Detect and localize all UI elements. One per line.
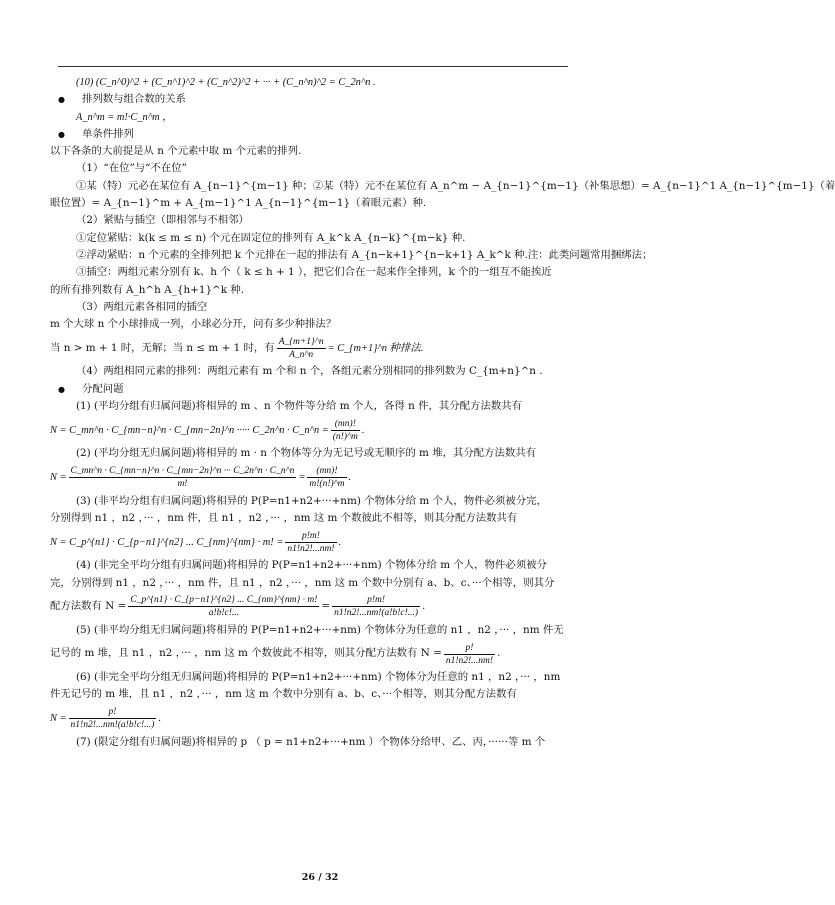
fraction <box>69 465 297 490</box>
page-content <box>50 74 835 751</box>
fraction <box>332 594 420 619</box>
equation-text: . <box>361 424 365 436</box>
text-line: ①某（特）元必在某位有 A_{n−1}^{m−1} 种；②某（特）元不在某位有 A_n^m − A_{n−1}^{m−1}（补集思想）= A_{n−1}^1 A_{n−1}^{m−1}（着 <box>76 179 835 192</box>
fraction-denominator: m! <box>177 479 188 490</box>
text-line: （4）两组相同元素的排列：两组元素有 m 个和 n 个，各组元素分别相同的排列数为 C_{m+n}^n . <box>76 365 543 378</box>
equation-text: . <box>348 471 352 483</box>
text-line: ②浮动紧贴：n 个元素的全排列把 k 个元排在一起的排法有 A_{n−k+1}^{n−k+1} A_k^k 种.注：此类问题常用捆绑法； <box>76 248 653 261</box>
text-line: (3) (非平均分组有归属问题)将相异的 P(P=n1+n2+···+nm) 个物体分给 m 个人，物件必须被分完， <box>76 494 547 507</box>
fraction-denominator: m!(n!)^m <box>309 479 345 490</box>
formula-10: (10) (C_n^0)^2 + (C_n^1)^2 + (C_n^2)^2 + ··· + (C_n^n)^2 = C_2n^n . <box>76 77 376 88</box>
fraction-numerator: p!m! <box>285 530 336 543</box>
equation-text: 记号的 m 堆，且 n1 ，n2 ，··· ，nm 这 m 个数彼此不相等，则其分配方法数有 N = <box>50 647 442 660</box>
fraction-numerator: C_p^{n1} · C_{p−n1}^{n2} ... C_{nm}^{nm} · m! <box>130 595 318 606</box>
fraction-denominator: n1!n2!...nm! <box>287 543 335 554</box>
equation-text: . <box>158 713 162 725</box>
equation-line <box>50 592 582 622</box>
fraction-denominator: n1!n2!...nm!(a!b!c!...) <box>334 608 419 619</box>
fraction-numerator: (mn)! <box>331 418 360 431</box>
fraction <box>69 706 157 731</box>
fraction-denominator: A_n^n <box>289 349 314 360</box>
equation-text: N = <box>50 471 67 483</box>
equation-text: . <box>497 647 501 660</box>
equation-text: = <box>298 471 306 483</box>
subheading-insert-identical: （3）两组元素各相同的插空 <box>76 300 208 313</box>
fraction-numerator: p!m! <box>332 594 420 607</box>
text-line: 眼位置）= A_{n−1}^m + A_{m−1}^1 A_{n−1}^{m−1}（着眼元素）种. <box>50 197 427 210</box>
text-line: 件无记号的 m 堆，且 n1 ，n2 ，··· ，nm 这 m 个数中分别有 a、b、c、···个相等，则其分配方法数有 <box>50 688 517 701</box>
equation-text: N = C_p^{n1} · C_{p−n1}^{n2} ... C_{nm}^{nm} · m! = <box>50 536 284 548</box>
text-line: 分别得到 n1 ，n2 ，··· ，nm 件，且 n1 ，n2 ，··· ，nm 这 m 个数彼此不相等，则其分配方法数共有 <box>50 511 518 524</box>
equation-line <box>50 333 582 363</box>
fraction-numerator: (mn)! <box>307 465 346 478</box>
fraction-denominator: n1!n2!...nm!(a!b!c!...) <box>70 720 155 731</box>
fraction-numerator: p! <box>444 642 495 655</box>
equation-line <box>50 463 582 493</box>
fraction <box>331 418 360 443</box>
section-heading-distribution: ● 分配问题 <box>50 381 582 398</box>
section-heading-permutation-combination-relation: ● 排列数与组合数的关系 <box>50 91 582 108</box>
text-line: (2) (平均分组无归属问题)将相异的 m · n 个物体等分为无记号或无顺序的 m 堆，其分配方法数共有 <box>76 447 537 460</box>
text-line: 的所有排列数有 A_h^h A_{h+1}^k 种. <box>50 283 245 296</box>
equation-text: . <box>338 536 342 548</box>
fraction <box>444 642 495 667</box>
fraction <box>277 336 326 361</box>
fraction-numerator: A_{m+1}^n <box>278 336 324 347</box>
text-line: (7) (限定分组有归属问题)将相异的 p （ p = n1+n2+···+nm ）个物体分给甲、乙、丙，······等 m 个 <box>76 735 546 748</box>
section-heading-single-condition: ● 单条件排列 <box>50 126 582 143</box>
text-line: 完，分别得到 n1 ，n2 ，··· ，nm 件，且 n1 ，n2 ，··· ，nm 这 m 个数中分别有 a、b、c、···个相等，则其分 <box>50 576 555 589</box>
text-line: (6) (非完全平均分组无归属问题)将相异的 P(P=n1+n2+···+nm) 个物体分为任意的 n1 ，n2 ，··· ，nm <box>76 671 561 684</box>
fraction-numerator: C_mn^n · C_{mn−n}^n · C_{mn−2n}^n ··· C_2n^n · C_n^n <box>70 466 295 477</box>
equation-text: N = C_mn^n · C_{mn−n}^n · C_{mn−2n}^n ····· C_2n^n · C_n^n = <box>50 424 329 436</box>
fraction-denominator: n1!n2!...nm! <box>445 655 494 666</box>
fraction <box>128 594 319 619</box>
paragraph-premise: 以下各条的大前提是从 n 个元素中取 m 个元素的排列. <box>50 145 302 158</box>
subheading-adjacent: （2）紧贴与插空（即相邻与不相邻） <box>76 214 249 227</box>
equation-text: = C_{m+1}^n 种排法. <box>327 342 424 354</box>
equation-line <box>50 527 582 557</box>
header-rule <box>58 66 568 67</box>
equation-text: = <box>321 600 331 613</box>
fraction-denominator: a!b!c!... <box>208 608 240 619</box>
text-line: (5) (非平均分组无归属问题)将相异的 P(P=n1+n2+···+nm) 个物体分为任意的 n1 ，n2 ，··· ，nm 件无 <box>76 623 564 636</box>
equation-line <box>50 639 582 669</box>
equation-text: . <box>422 600 426 613</box>
text-line: ③插空：两组元素分别有 k、h 个（ k ≤ h + 1 ），把它们合在一起来作全排列，k 个的一组互不能挨近 <box>76 266 552 279</box>
page-number: 26 / 32 <box>301 872 339 883</box>
fraction-denominator: (n!)^m <box>332 431 358 442</box>
fraction <box>307 465 346 490</box>
subheading-in-position: （1）“在位”与“不在位” <box>76 162 187 175</box>
text-line: (1) (平均分组有归属问题)将相异的 m 、n 个物件等分给 m 个人，各得 n 件，其分配方法数共有 <box>76 400 523 413</box>
equation-text: 配方法数有 N = <box>50 600 127 613</box>
equation-line <box>50 415 582 445</box>
fraction <box>285 530 336 555</box>
text-line: (4) (非完全平均分组有归属问题)将相异的 P(P=n1+n2+···+nm) 个物体分给 m 个人，物件必须被分 <box>76 559 547 572</box>
equation-text: 当 n > m + 1 时，无解；当 n ≤ m + 1 时，有 <box>50 341 275 354</box>
text-line: m 个大球 n 个小球排成一列，小球必分开，问有多少种排法？ <box>50 318 337 331</box>
fraction-numerator: p! <box>69 706 157 719</box>
equation-text: N = <box>50 713 67 725</box>
formula-relation: A_n^m = m!·C_n^m ， <box>76 111 173 123</box>
equation-line <box>50 704 582 734</box>
text-line: ①定位紧贴：k(k ≤ m ≤ n) 个元在固定位的排列有 A_k^k A_{n−k}^{m−k} 种. <box>76 231 466 244</box>
